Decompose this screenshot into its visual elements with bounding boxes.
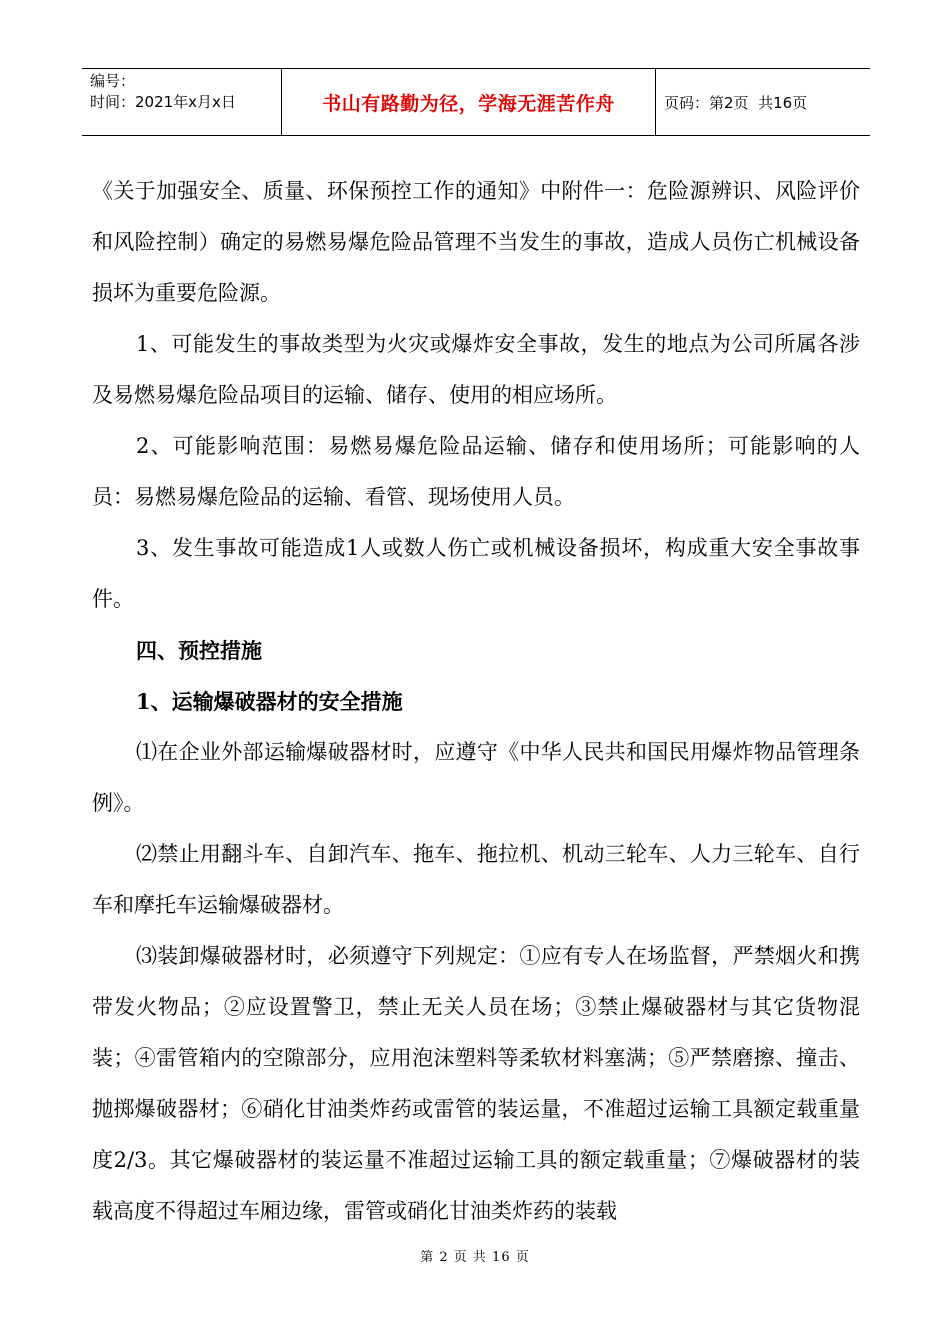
body-paragraph: ⑵禁止用翻斗车、自卸汽车、拖车、拖拉机、机动三轮车、人力三轮车、自行车和摩托车运输爆破器材。 [92,842,860,917]
document-time-label: 时间：2021年x月x日 [90,93,236,111]
header-page-label: 页码：第2页 共16页 [664,93,808,112]
body-paragraph: 2、可能影响范围：易燃易爆危险品运输、储存和使用场所；可能影响的人员：易燃易爆危险品的运输、看管、现场使用人员。 [92,434,860,509]
section-heading: 四、预控措施 [136,638,262,663]
document-number-label: 编号： [90,72,136,90]
header-meta-cell [82,69,282,135]
document-body [92,166,860,1237]
subsection-heading: 1、运输爆破器材的安全措施 [136,689,403,714]
header-page-cell [656,69,870,135]
header-motto: 书山有路勤为径，学海无涯苦作舟 [322,92,615,115]
page-footer: 第 2 页 共 16 页 [420,1250,530,1265]
header-motto-cell [282,69,656,135]
body-paragraph: ⑶装卸爆破器材时，必须遵守下列规定：①应有专人在场监督，严禁烟火和携带发火物品；②应设置警卫，禁止无关人员在场；③禁止爆破器材与其它货物混装；④雷管箱内的空隙部分，应用泡沫塑料等柔软材料塞满；⑤严禁磨擦、撞击、抛掷爆破器材；⑥硝化甘油类炸药或雷管的装运量，不准超过运输工具额定载重量度2/3。其它爆破器材的装运量不准超过运输工具的额定载重量；⑦爆破器材的装载高度不得超过车厢边缘，雷管或硝化甘油类炸药的装载 [92,944,860,1223]
document-header [82,68,870,136]
body-paragraph: 《关于加强安全、质量、环保预控工作的通知》中附件一：危险源辨识、风险评价和风险控制）确定的易燃易爆危险品管理不当发生的事故，造成人员伤亡机械设备损坏为重要危险源。 [92,179,860,305]
body-paragraph: ⑴在企业外部运输爆破器材时，应遵守《中华人民共和国民用爆炸物品管理条例》。 [92,740,860,815]
body-paragraph: 3、发生事故可能造成1人或数人伤亡或机械设备损坏，构成重大安全事故事件。 [92,536,860,611]
body-paragraph: 1、可能发生的事故类型为火灾或爆炸安全事故，发生的地点为公司所属各涉及易燃易爆危险品项目的运输、储存、使用的相应场所。 [92,332,860,407]
